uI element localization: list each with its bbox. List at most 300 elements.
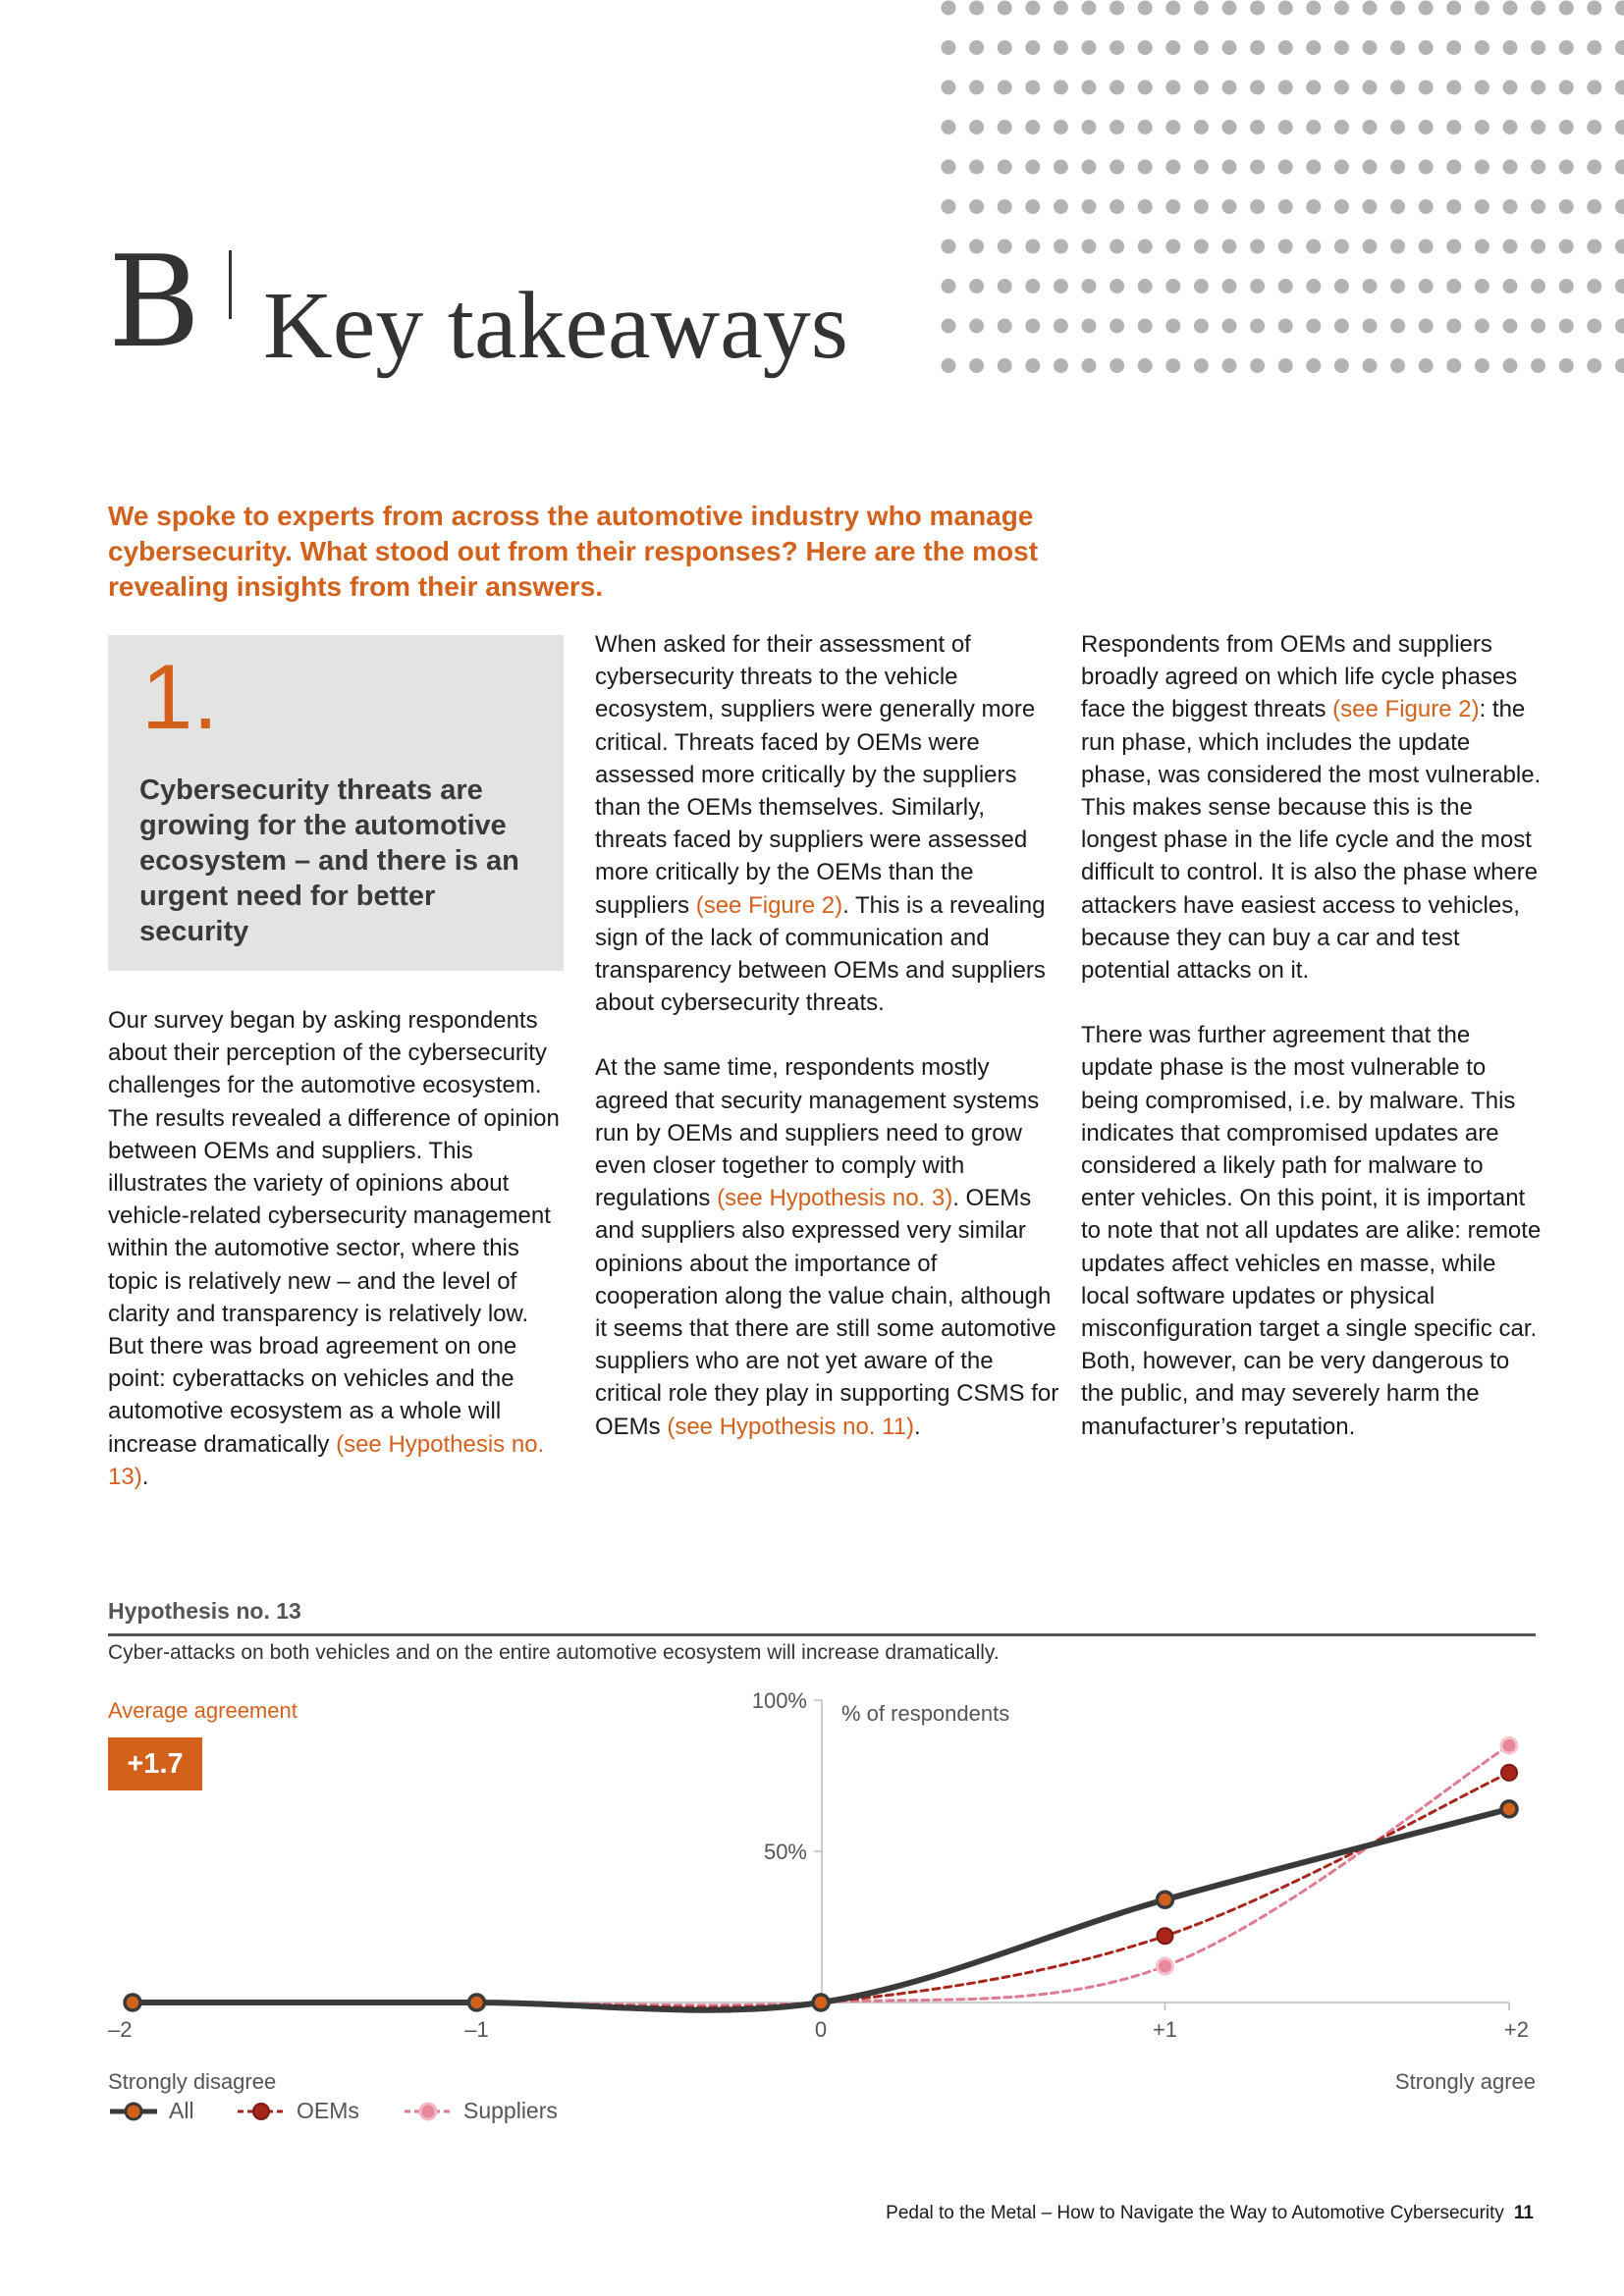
title-divider xyxy=(229,250,232,319)
decor-dot xyxy=(1054,358,1068,373)
hypothesis-title: Hypothesis no. 13 xyxy=(108,1598,301,1624)
decor-dot xyxy=(1615,358,1624,373)
decor-dot xyxy=(1503,1,1518,16)
decor-dot xyxy=(1222,120,1237,134)
decor-dot xyxy=(1138,80,1153,95)
decor-dot xyxy=(1531,279,1545,294)
decor-dot xyxy=(1222,160,1237,175)
decor-dot xyxy=(1390,40,1405,55)
decor-dot xyxy=(1082,199,1097,214)
hypothesis-11-link[interactable]: (see Hypothesis no. 11) xyxy=(667,1413,915,1440)
decor-dot xyxy=(1054,80,1068,95)
decor-dot xyxy=(942,1,956,16)
decor-dot xyxy=(942,240,956,254)
decor-dot xyxy=(998,40,1012,55)
decor-dot xyxy=(1025,40,1040,55)
decor-dot xyxy=(1475,240,1489,254)
decorative-dot-pattern xyxy=(933,0,1624,373)
legend-all-label: All xyxy=(169,2098,194,2123)
decor-dot xyxy=(1531,80,1545,95)
data-point-all xyxy=(125,1995,140,2010)
decor-dot xyxy=(1615,40,1624,55)
decor-dot xyxy=(1138,120,1153,134)
decor-dot xyxy=(1222,80,1237,95)
paragraph xyxy=(1081,628,1543,987)
decor-dot xyxy=(1419,279,1434,294)
paragraph-text: Respondents from OEMs and suppliers broadly agreed on which life cycle phases face the biggest threats xyxy=(1081,631,1518,723)
decor-dot xyxy=(1531,358,1545,373)
data-point-all xyxy=(813,1995,829,2010)
decor-dot xyxy=(969,199,984,214)
decor-dot xyxy=(1110,160,1124,175)
x-tick-label: –1 xyxy=(464,2017,489,2042)
decor-dot xyxy=(1419,199,1434,214)
decor-dot xyxy=(1165,120,1180,134)
decor-dot xyxy=(1082,1,1097,16)
decor-dot xyxy=(1278,319,1293,334)
decor-dot xyxy=(1446,199,1461,214)
decor-dot xyxy=(1531,120,1545,134)
decor-dot xyxy=(1363,319,1378,334)
decor-dot xyxy=(1503,120,1518,134)
hypothesis-statement: Cyber-attacks on both vehicles and on the entire automotive ecosystem will increase dramatically. xyxy=(108,1641,1000,1664)
decor-dot xyxy=(1419,240,1434,254)
decor-dot xyxy=(1334,319,1349,334)
decor-dot xyxy=(1082,160,1097,175)
page-footer xyxy=(886,2203,1534,2224)
decor-dot xyxy=(998,160,1012,175)
decor-dot xyxy=(942,80,956,95)
decor-dot xyxy=(1363,120,1378,134)
decor-dot xyxy=(942,279,956,294)
decor-dot xyxy=(1390,319,1405,334)
paragraph xyxy=(595,628,1062,1019)
decor-dot xyxy=(1446,160,1461,175)
decor-dot xyxy=(1110,240,1124,254)
legend-all-swatch xyxy=(108,2099,159,2124)
data-point-all xyxy=(469,1995,485,2010)
decor-dot xyxy=(969,1,984,16)
decor-dot xyxy=(1222,279,1237,294)
decor-dot xyxy=(1559,358,1574,373)
x-tick-label: +1 xyxy=(1152,2017,1178,2042)
decor-dot xyxy=(942,40,956,55)
decor-dot xyxy=(1025,199,1040,214)
decor-dot xyxy=(1025,240,1040,254)
data-point-all xyxy=(1158,1892,1173,1907)
decor-dot xyxy=(1194,40,1209,55)
section-letter: B xyxy=(108,230,201,376)
decor-dot xyxy=(1446,358,1461,373)
decor-dot xyxy=(1250,40,1265,55)
decor-dot xyxy=(1334,160,1349,175)
decor-dot xyxy=(1165,160,1180,175)
decor-dot xyxy=(1587,358,1601,373)
takeaway-box xyxy=(108,635,564,971)
data-point-suppliers xyxy=(1501,1737,1517,1753)
decor-dot xyxy=(1025,1,1040,16)
decor-dot xyxy=(1054,160,1068,175)
decor-dot xyxy=(1194,120,1209,134)
series-line-suppliers xyxy=(133,1745,1509,2005)
paragraph-text: . xyxy=(141,1463,149,1490)
decor-dot xyxy=(1138,358,1153,373)
decor-dot xyxy=(998,358,1012,373)
decor-dot xyxy=(1278,80,1293,95)
decor-dot xyxy=(1054,199,1068,214)
data-point-all xyxy=(1501,1801,1517,1817)
decor-dot xyxy=(1390,279,1405,294)
decor-dot xyxy=(1363,40,1378,55)
decor-dot xyxy=(1250,279,1265,294)
decor-dot xyxy=(1559,80,1574,95)
decor-dot xyxy=(1250,1,1265,16)
decor-dot xyxy=(1110,358,1124,373)
decor-dot xyxy=(1194,160,1209,175)
data-point-oems xyxy=(1501,1765,1517,1781)
decor-dot xyxy=(1278,120,1293,134)
decor-dot xyxy=(1306,319,1321,334)
decor-dot xyxy=(998,240,1012,254)
decor-dot xyxy=(1559,1,1574,16)
decor-dot xyxy=(1165,358,1180,373)
figure-2-link[interactable]: (see Figure 2) xyxy=(1332,696,1480,723)
y-tick-label: 50% xyxy=(763,1840,807,1864)
decor-dot xyxy=(1165,319,1180,334)
decor-dot xyxy=(1054,40,1068,55)
decor-dot xyxy=(1587,40,1601,55)
decor-dot xyxy=(1363,358,1378,373)
decor-dot xyxy=(1475,1,1489,16)
decor-dot xyxy=(1531,199,1545,214)
decor-dot xyxy=(1615,279,1624,294)
legend-oems-label: OEMs xyxy=(297,2098,359,2123)
decor-dot xyxy=(1306,240,1321,254)
decor-dot xyxy=(1503,80,1518,95)
text-column-2 xyxy=(595,628,1062,1475)
hypothesis-13-link[interactable]: (see Hypothesis no. 13) xyxy=(108,1430,545,1490)
decor-dot xyxy=(1446,240,1461,254)
decor-dot xyxy=(942,120,956,134)
takeaway-number: 1. xyxy=(141,645,219,748)
decor-dot xyxy=(1559,240,1574,254)
decor-dot xyxy=(1334,240,1349,254)
footer-title: Pedal to the Metal – How to Navigate the Way to Automotive Cybersecurity xyxy=(886,2203,1504,2223)
x-end-label-left: Strongly disagree xyxy=(108,2069,277,2094)
decor-dot xyxy=(998,319,1012,334)
decor-dot xyxy=(969,120,984,134)
decor-dot xyxy=(1615,160,1624,175)
decor-dot xyxy=(1475,199,1489,214)
paragraph xyxy=(595,1051,1062,1442)
x-end-label-right: Strongly agree xyxy=(1394,2069,1536,2094)
decor-dot xyxy=(1446,40,1461,55)
decor-dot xyxy=(1390,80,1405,95)
decor-dot xyxy=(942,319,956,334)
decor-dot xyxy=(1531,240,1545,254)
decor-dot xyxy=(1419,80,1434,95)
average-agreement-value: +1.7 xyxy=(108,1737,202,1790)
legend-all xyxy=(108,2095,226,2128)
decor-dot xyxy=(1615,199,1624,214)
decor-dot xyxy=(1334,80,1349,95)
decor-dot xyxy=(1025,358,1040,373)
paragraph-text: Our survey began by asking respondents about their perception of the cybersecurity challenges for the automotive ecosystem. The results revealed a difference of opinion between OEMs and suppliers. This illustrates the variety of opinions about vehicle-related cybersecurity management within the automotive sector, where this topic is relatively new – and the level of clarity and transparency is relatively low. But there was broad agreement on one point: cyberattacks on vehicles and the automotive ecosystem as a whole will increase dramatically xyxy=(108,1007,560,1458)
decor-dot xyxy=(1194,279,1209,294)
decor-dot xyxy=(1363,240,1378,254)
decor-dot xyxy=(1194,199,1209,214)
series-line-all xyxy=(133,1809,1509,2010)
decor-dot xyxy=(1054,319,1068,334)
text-column-1 xyxy=(108,1004,569,1525)
decor-dot xyxy=(1419,319,1434,334)
x-tick-label: +2 xyxy=(1503,2017,1529,2042)
decor-dot xyxy=(1531,1,1545,16)
decor-dot xyxy=(1559,160,1574,175)
decor-dot xyxy=(1250,120,1265,134)
decor-dot xyxy=(1194,358,1209,373)
decor-dot xyxy=(1334,279,1349,294)
legend-suppliers-label: Suppliers xyxy=(463,2098,558,2123)
decor-dot xyxy=(1082,319,1097,334)
legend-oems xyxy=(236,2095,373,2128)
decor-dot xyxy=(1025,279,1040,294)
decor-dot xyxy=(1082,80,1097,95)
decor-dot xyxy=(1615,120,1624,134)
decor-dot xyxy=(1110,319,1124,334)
decor-dot xyxy=(998,279,1012,294)
decor-dot xyxy=(969,80,984,95)
decor-dot xyxy=(1531,319,1545,334)
data-point-oems xyxy=(1158,1928,1173,1944)
figure-2-link[interactable]: (see Figure 2) xyxy=(695,891,843,919)
decor-dot xyxy=(1334,40,1349,55)
decor-dot xyxy=(998,80,1012,95)
decor-dot xyxy=(1334,358,1349,373)
x-tick-label: –2 xyxy=(108,2017,133,2042)
decor-dot xyxy=(1587,319,1601,334)
decor-dot xyxy=(1363,1,1378,16)
average-agreement-label: Average agreement xyxy=(108,1698,298,1723)
decor-dot xyxy=(1082,40,1097,55)
decor-dot xyxy=(1082,120,1097,134)
decor-dot xyxy=(1475,80,1489,95)
decor-dot xyxy=(1110,80,1124,95)
decor-dot xyxy=(1475,40,1489,55)
decor-dot xyxy=(1475,160,1489,175)
decor-dot xyxy=(1559,279,1574,294)
takeaway-heading: Cybersecurity threats are growing for the automotive ecosystem – and there is an urgent need for better security xyxy=(139,774,519,947)
decor-dot xyxy=(1334,199,1349,214)
legend-suppliers-swatch xyxy=(403,2099,454,2124)
decor-dot xyxy=(1278,240,1293,254)
decor-dot xyxy=(1082,240,1097,254)
decor-dot xyxy=(1278,40,1293,55)
decor-dot xyxy=(1363,199,1378,214)
decor-dot xyxy=(1587,160,1601,175)
decor-dot xyxy=(1025,160,1040,175)
decor-dot xyxy=(1306,358,1321,373)
decor-dot xyxy=(1587,80,1601,95)
decor-dot xyxy=(1250,358,1265,373)
decor-dot xyxy=(1334,120,1349,134)
decor-dot xyxy=(1446,120,1461,134)
decor-dot xyxy=(1363,279,1378,294)
decor-dot xyxy=(1503,319,1518,334)
decor-dot xyxy=(942,199,956,214)
decor-dot xyxy=(1559,319,1574,334)
paragraph-text: At the same time, respondents mostly agreed that security management systems run by OEMs and suppliers need to grow even closer together to comply with regulations xyxy=(595,1054,1040,1212)
agreement-line-chart xyxy=(98,1686,1551,2099)
decor-dot xyxy=(1390,358,1405,373)
decor-dot xyxy=(1138,40,1153,55)
decor-dot xyxy=(1306,160,1321,175)
decor-dot xyxy=(1138,199,1153,214)
decor-dot xyxy=(1306,80,1321,95)
paragraph-text: : the run phase, which includes the update phase, was considered the most vulnerable. This makes sense because this is the longest phase in the life cycle and the most difficult to control. It is also the phase where attackers have easiest access to vehicles, because they can buy a car and test potential attacks on it. xyxy=(1081,696,1542,985)
decor-dot xyxy=(1222,1,1237,16)
decor-dot xyxy=(1165,240,1180,254)
decor-dot xyxy=(969,160,984,175)
decor-dot xyxy=(1503,279,1518,294)
decor-dot xyxy=(1250,199,1265,214)
decor-dot xyxy=(1446,279,1461,294)
decor-dot xyxy=(1587,120,1601,134)
decor-dot xyxy=(1110,1,1124,16)
decor-dot xyxy=(1054,120,1068,134)
decor-dot xyxy=(1138,1,1153,16)
decor-dot xyxy=(1278,279,1293,294)
decor-dot xyxy=(1306,40,1321,55)
decor-dot xyxy=(1222,240,1237,254)
decor-dot xyxy=(1194,1,1209,16)
decor-dot xyxy=(1054,1,1068,16)
decor-dot xyxy=(1165,80,1180,95)
decor-dot xyxy=(1138,279,1153,294)
hypothesis-rule xyxy=(108,1633,1536,1636)
y-axis-label: % of respondents xyxy=(841,1701,1010,1726)
decor-dot xyxy=(1165,1,1180,16)
paragraph xyxy=(108,1004,569,1493)
intro-lead: We spoke to experts from across the automotive industry who manage cybersecurity. What stood out from their responses? Here are the most revealing insights from their answers. xyxy=(108,501,1039,602)
decor-dot xyxy=(1503,160,1518,175)
decor-dot xyxy=(1615,80,1624,95)
decor-dot xyxy=(1278,199,1293,214)
decor-dot xyxy=(1194,240,1209,254)
decor-dot xyxy=(1475,279,1489,294)
decor-dot xyxy=(1165,199,1180,214)
decor-dot xyxy=(1587,199,1601,214)
decor-dot xyxy=(1446,1,1461,16)
decor-dot xyxy=(1615,1,1624,16)
decor-dot xyxy=(1390,199,1405,214)
decor-dot xyxy=(1138,240,1153,254)
decor-dot xyxy=(1503,240,1518,254)
decor-dot xyxy=(1278,160,1293,175)
hypothesis-3-link[interactable]: (see Hypothesis no. 3) xyxy=(717,1185,953,1212)
decor-dot xyxy=(1025,80,1040,95)
decor-dot xyxy=(1054,240,1068,254)
decor-dot xyxy=(1165,40,1180,55)
page-number: 11 xyxy=(1513,2203,1534,2223)
decor-dot xyxy=(1194,80,1209,95)
decor-dot xyxy=(1503,358,1518,373)
paragraph-text: . xyxy=(914,1413,921,1440)
decor-dot xyxy=(1419,160,1434,175)
decor-dot xyxy=(1446,80,1461,95)
decor-dot xyxy=(969,358,984,373)
decor-dot xyxy=(1110,40,1124,55)
paragraph-text: . OEMs and suppliers also expressed very similar opinions about the importance of cooperation along the value chain, although it seems that there are still some automotive suppliers who are not yet aware of the critical role they play in supporting CSMS for OEMs xyxy=(595,1185,1059,1440)
decor-dot xyxy=(1503,40,1518,55)
decor-dot xyxy=(969,279,984,294)
decor-dot xyxy=(1390,240,1405,254)
decor-dot xyxy=(1194,319,1209,334)
decor-dot xyxy=(1165,279,1180,294)
decor-dot xyxy=(942,358,956,373)
paragraph-text: . This is a revealing sign of the lack of communication and transparency between OEMs and suppliers about cybersecurity threats. xyxy=(595,891,1046,1017)
decor-dot xyxy=(969,240,984,254)
decor-dot xyxy=(1587,279,1601,294)
decor-dot xyxy=(1531,40,1545,55)
decor-dot xyxy=(1138,319,1153,334)
decor-dot xyxy=(1587,1,1601,16)
decor-dot xyxy=(1559,199,1574,214)
decor-dot xyxy=(1025,120,1040,134)
decor-dot xyxy=(998,1,1012,16)
decor-dot xyxy=(969,319,984,334)
y-tick-label: 100% xyxy=(751,1688,807,1713)
decor-dot xyxy=(1390,1,1405,16)
decor-dot xyxy=(1138,160,1153,175)
decor-dot xyxy=(1475,358,1489,373)
decor-dot xyxy=(1475,120,1489,134)
decor-dot xyxy=(1025,319,1040,334)
decor-dot xyxy=(969,40,984,55)
decor-dot xyxy=(1587,240,1601,254)
paragraph-text: When asked for their assessment of cybersecurity threats to the vehicle ecosystem, suppliers were generally more critical. Threats faced by OEMs were assessed more critically by the suppliers than the OEMs themselves. Similarly, threats faced by suppliers were assessed more critically by the OEMs than the suppliers xyxy=(595,631,1036,919)
decor-dot xyxy=(1082,279,1097,294)
decor-dot xyxy=(1531,160,1545,175)
decor-dot xyxy=(1503,199,1518,214)
decor-dot xyxy=(1222,199,1237,214)
decor-dot xyxy=(1222,319,1237,334)
decor-dot xyxy=(1334,1,1349,16)
page-title: Key takeaways xyxy=(263,273,848,379)
decor-dot xyxy=(1419,120,1434,134)
decor-dot xyxy=(1250,80,1265,95)
decor-dot xyxy=(1082,358,1097,373)
decor-dot xyxy=(1306,120,1321,134)
decor-dot xyxy=(1054,279,1068,294)
decor-dot xyxy=(1250,240,1265,254)
legend-suppliers xyxy=(403,2095,579,2128)
decor-dot xyxy=(1419,1,1434,16)
decor-dot xyxy=(1390,120,1405,134)
decor-dot xyxy=(998,199,1012,214)
legend-oems-swatch xyxy=(236,2099,287,2124)
decor-dot xyxy=(1363,80,1378,95)
decor-dot xyxy=(1222,358,1237,373)
decor-dot xyxy=(1250,160,1265,175)
decor-dot xyxy=(1250,319,1265,334)
decor-dot xyxy=(1110,120,1124,134)
decor-dot xyxy=(1475,319,1489,334)
decor-dot xyxy=(1278,1,1293,16)
decor-dot xyxy=(1446,319,1461,334)
text-column-3 xyxy=(1081,628,1543,1475)
x-tick-label: 0 xyxy=(814,2017,828,2042)
